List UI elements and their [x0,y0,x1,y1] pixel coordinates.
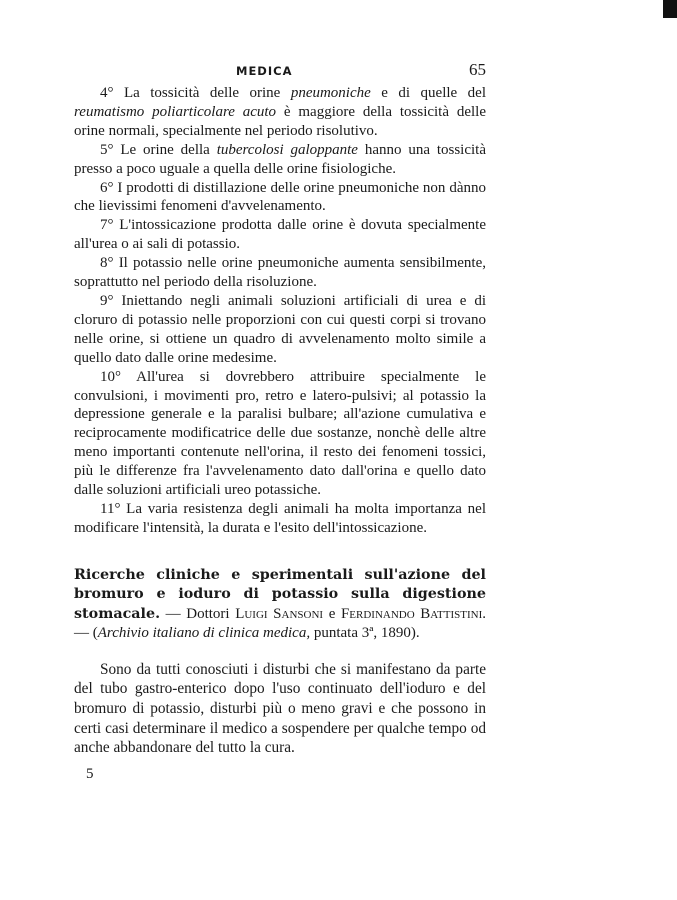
running-header [74,60,486,84]
list-item: 9° Iniettando negli animali soluzioni artificiali di urea e di cloruro di potassio nelle proporzioni con cui questi corpi si trovano nelle orine, si ottiene un quadro di avvelenamento molto simile a quello dato dalle orine medesime. [74,292,486,366]
page-number: 65 [469,60,486,79]
scan-edge-mark [663,0,677,18]
author-1: Luigi Sansoni [235,605,324,622]
list-item: 5° Le orine della tubercolosi galoppante hanno una tossicità presso a poco uguale a quella delle orine fisiologiche. [74,141,486,177]
article-heading: Ricerche cliniche e sperimentali sull'azione del bromuro e ioduro di potassio sulla digestione stomacale. — Dottori Luigi Sansoni e Ferdinando Battistini. — (Archivio italiano di clinica medica, puntata 3ª, 1890). [74,566,486,642]
list-item: 8° Il potassio nelle orine pneumoniche aumenta sensibilmente, soprattutto nel periodo della risoluzione. [74,255,486,291]
journal-issue: puntata 3ª, 1890). [310,625,420,642]
running-title: MEDICA [236,64,293,78]
list-item: 7° L'intossicazione prodotta dalle orine è dovuta specialmente all'urea o ai sali di potassio. [74,217,486,253]
article-title: Ricerche cliniche e sperimentali sull'azione del bromuro e ioduro di potassio sulla digestione stomacale. [74,566,486,622]
list-item: 6° I prodotti di distillazione delle orine pneumoniche non dànno che lievissimi fenomeni d'avvelenamento. [74,179,486,215]
list-item: 11° La varia resistenza degli animali ha molta importanza nel modificare l'intensità, la durata e l'esito dell'intossicazione. [74,500,486,536]
signature-mark: 5 [86,765,94,782]
body-paragraph: Sono da tutti conosciuti i disturbi che si manifestano da parte del tubo gastro-enterico dopo l'uso continuato dell'ioduro e del bromuro di potassio, disturbi più o meno gravi e che possono in certi casi determinare il medico a sospendere per qualche tempo od anche abbandonare del tutto la cura. [74,660,486,757]
author-2: Ferdinando Battistini [340,605,483,622]
journal-name: Archivio italiano di clinica medica, [97,625,311,642]
article-body [74,660,486,758]
list-item: 10° All'urea si dovrebbero attribuire specialmente le convulsioni, i movimenti pro, retro e latero-pulsivi; al potassio la depressione generale e la paralisi bulbare; all'azione cumulativa e reciprocamente modificatrice delle due sostanze, nonchè delle altre meno importanti contenute nell'orina, il resto dei fenomeni tossici, più le differenze fra l'avvelenamento dato dall'orina e quello dato dalle soluzioni artificiali ureo potassiche. [74,368,486,499]
conclusions-list [74,84,486,538]
page [74,60,486,783]
list-item: 4° La tossicità delle orine pneumoniche e di quelle del reumatismo poliarticolare acuto è maggiore della tossicità delle orine normali, specialmente nel periodo risolutivo. [74,85,486,139]
